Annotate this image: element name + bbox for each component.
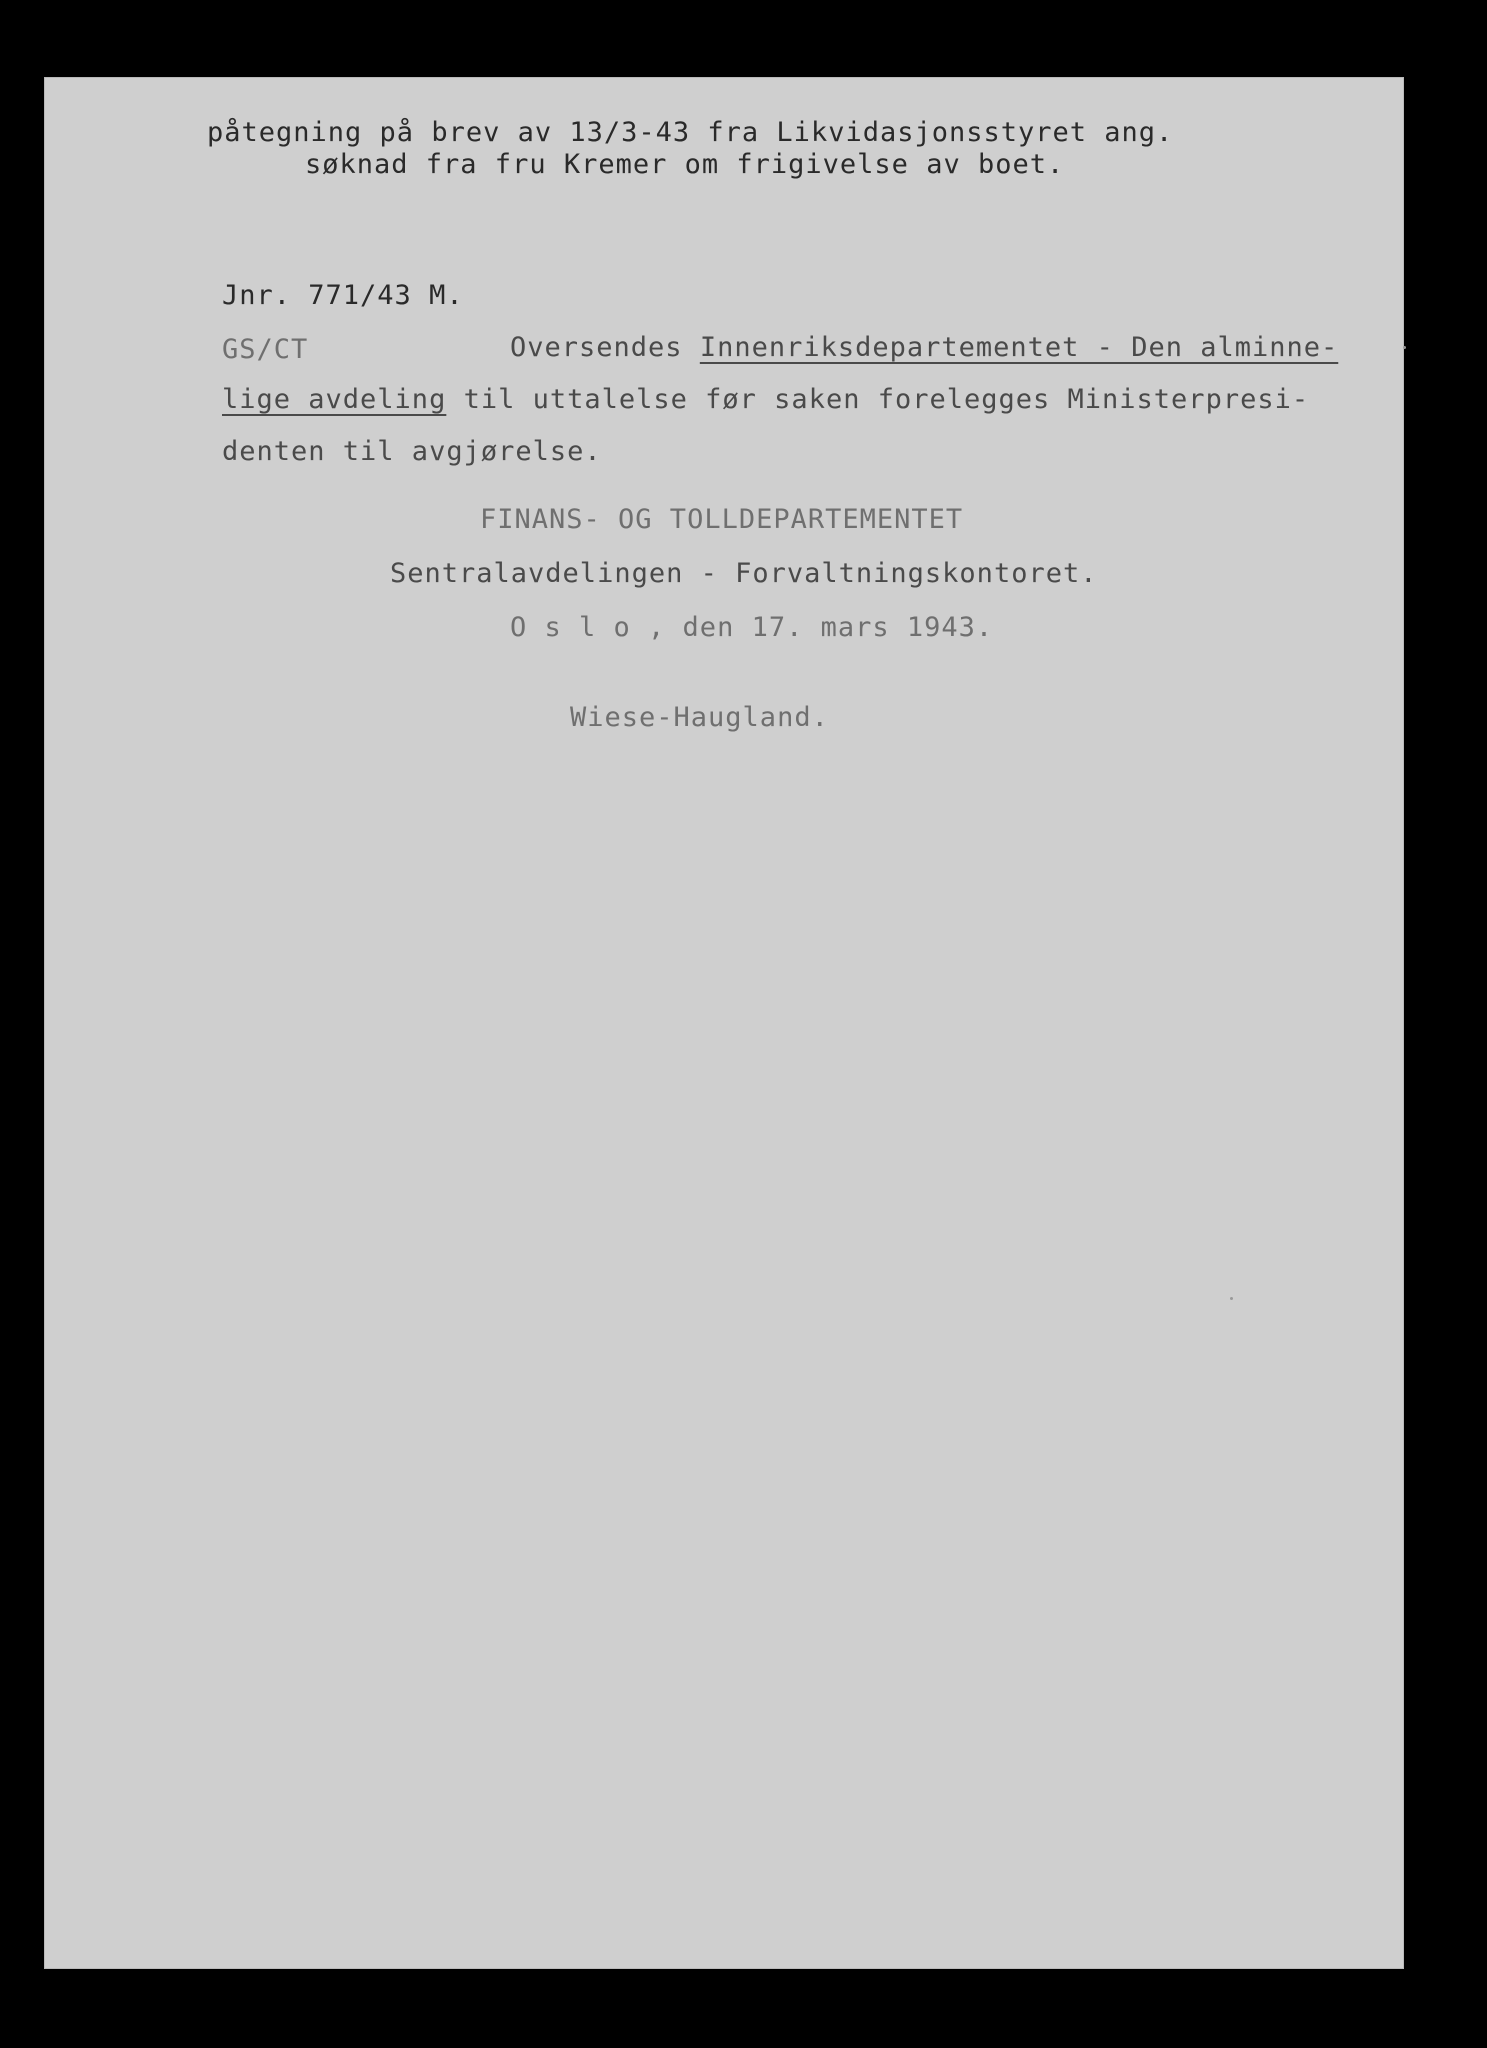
body-line-1 (510, 334, 1338, 361)
header-line-1: påtegning på brev av 13/3-43 fra Likvidasjonsstyret ang. (207, 117, 1174, 148)
body-line-1-prefix: Oversendes (510, 332, 700, 363)
signatory: Wiese-Haugland. (570, 702, 829, 733)
body-line-2-rest: til uttalelse før saken forelegges Ministerpresi- (446, 384, 1310, 415)
recipient-division: lige avdeling (222, 384, 447, 415)
initials: GS/CT (222, 334, 309, 365)
paper-speck (1230, 1297, 1233, 1300)
paper-speck (1403, 346, 1406, 349)
header-line-2: søknad fra fru Kremer om frigivelse av boet. (305, 149, 1065, 180)
department-name: FINANS- OG TOLLDEPARTEMENTET (480, 504, 964, 535)
journal-number: Jnr. 771/43 M. (222, 280, 464, 311)
place-date: O s l o , den 17. mars 1943. (510, 612, 994, 643)
body-line-2 (222, 386, 1309, 413)
recipient-department: Innenriksdepartementet - Den alminne- (699, 332, 1339, 363)
document-sheet (45, 78, 1403, 1968)
office-name: Sentralavdelingen - Forvaltningskontoret. (390, 558, 1098, 589)
body-line-3: denten til avgjørelse. (222, 436, 602, 467)
